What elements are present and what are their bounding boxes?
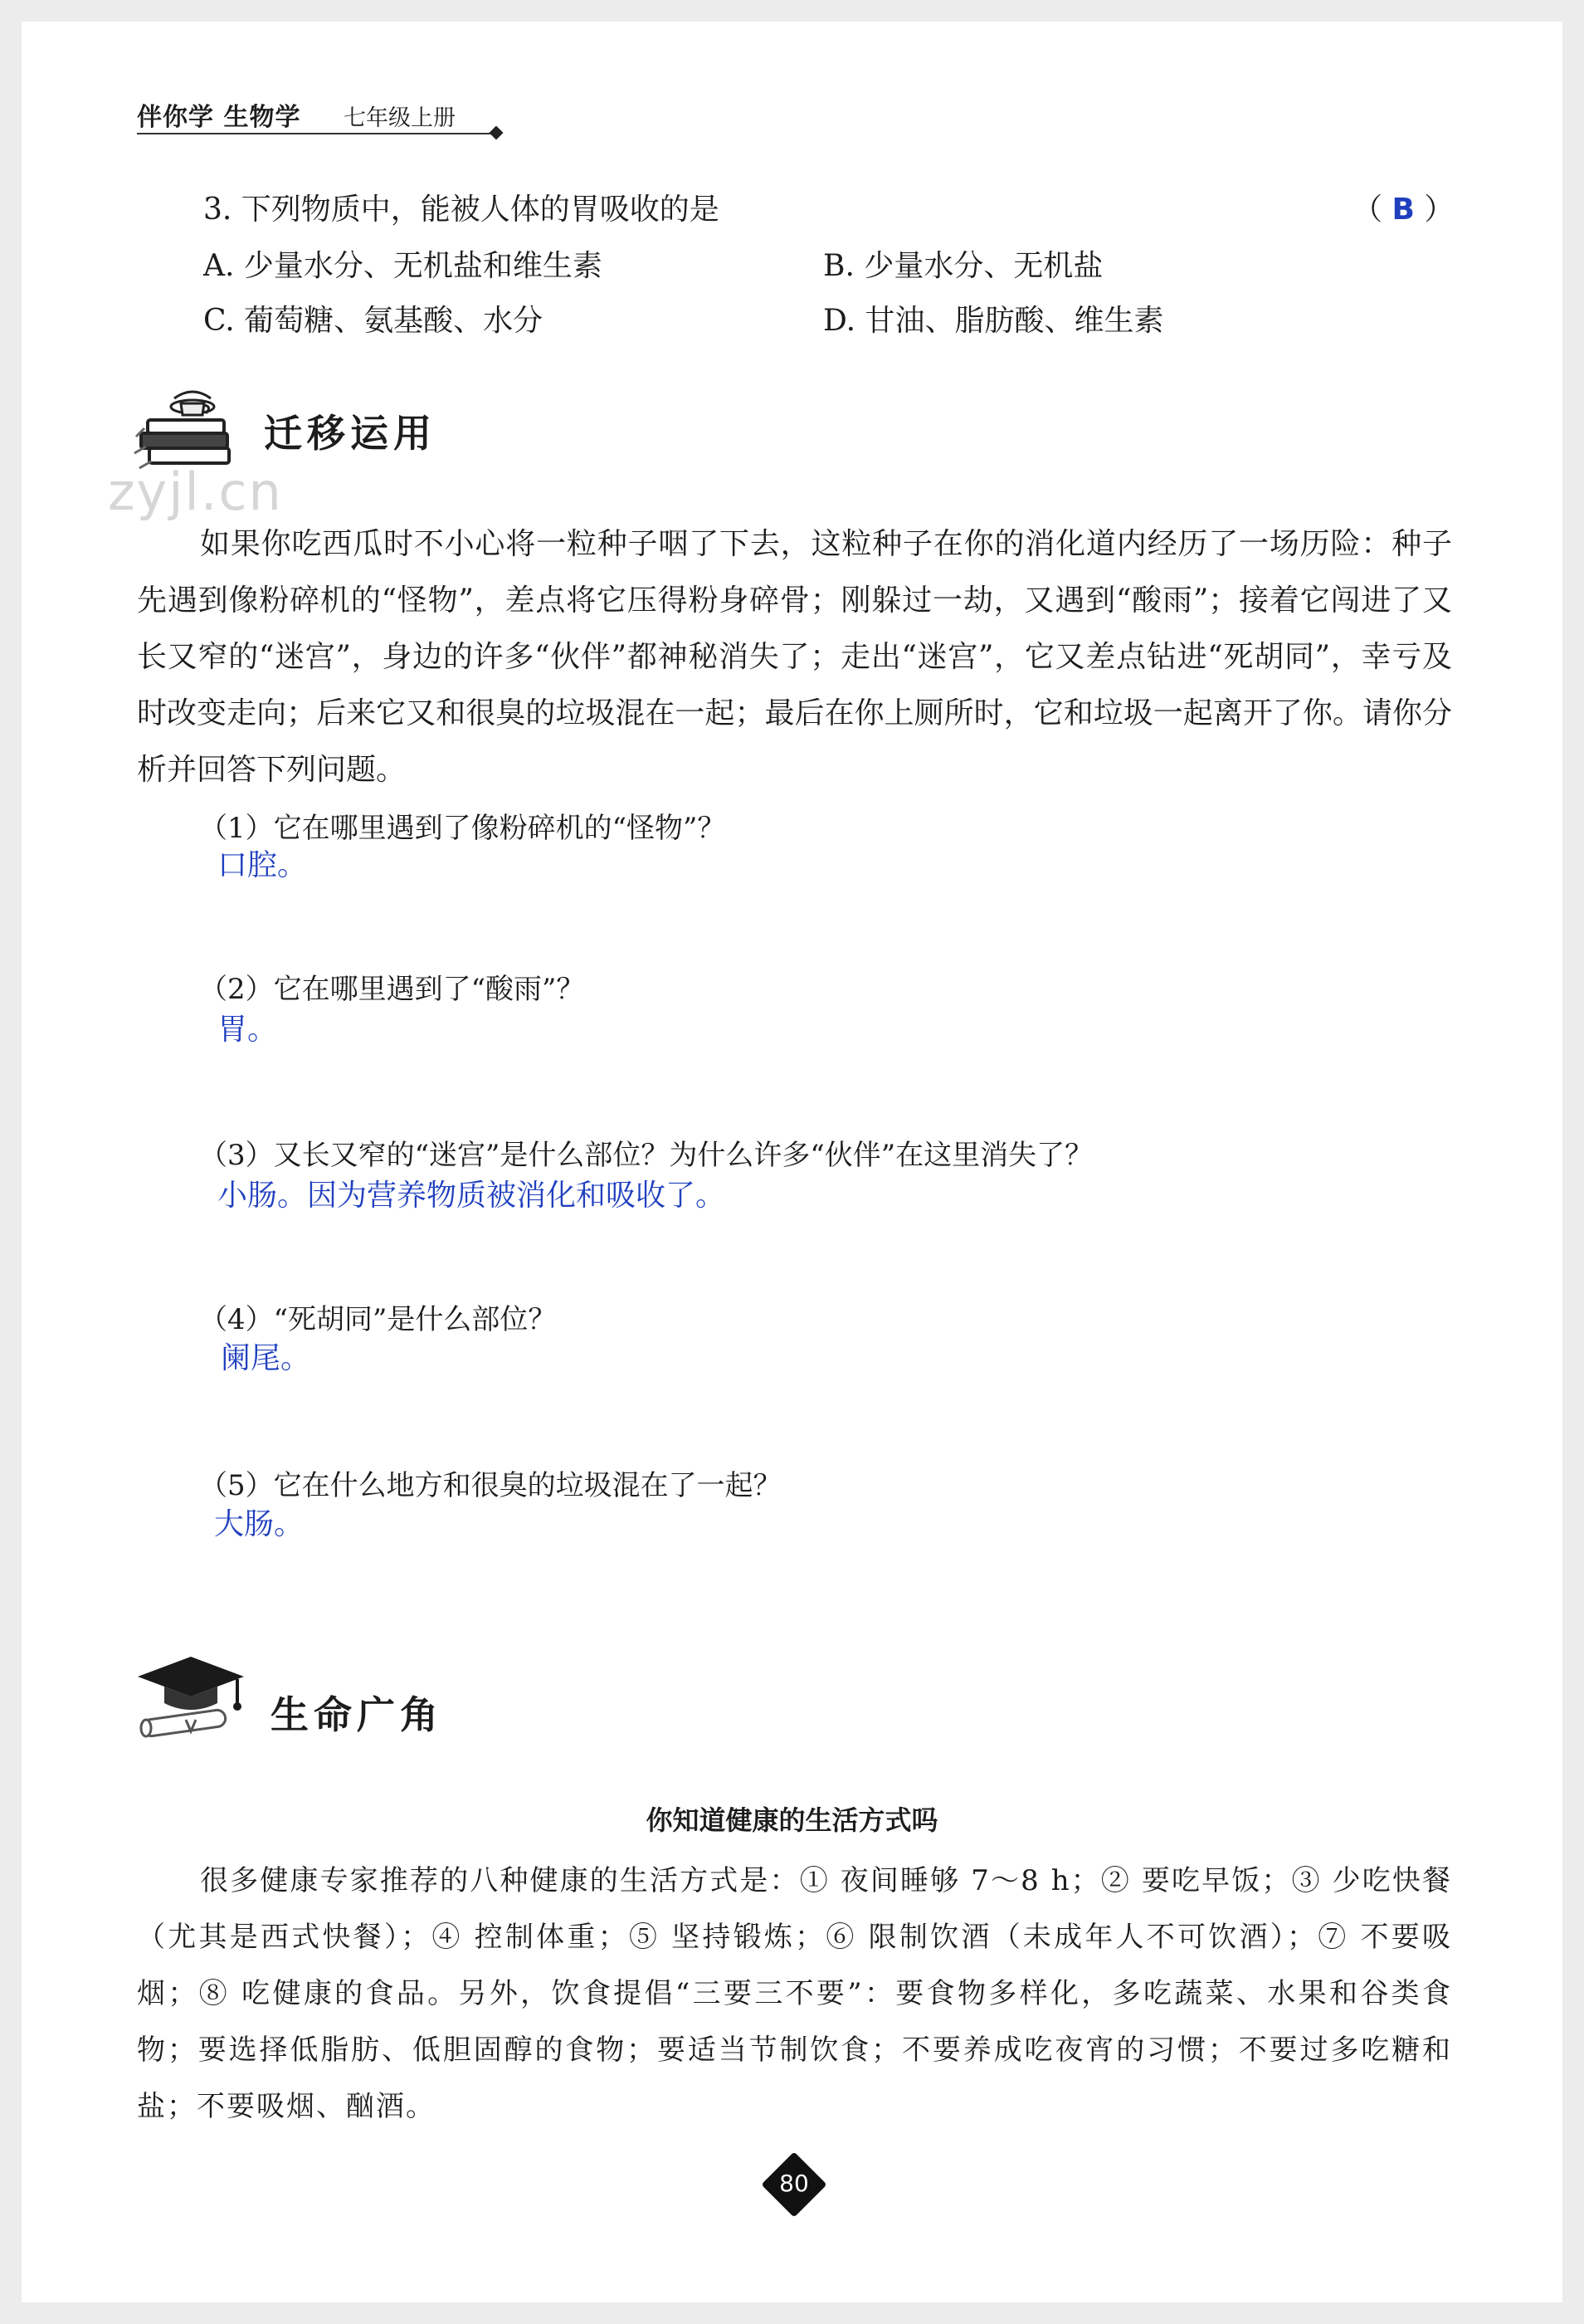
option-a: A. 少量水分、无机盐和维生素 [203, 249, 602, 283]
sub-answer-1: 口腔。 [217, 848, 308, 882]
sub-answer-2: 胃。 [217, 1013, 278, 1047]
sub-question-4: （4）“死胡同”是什么部位？ [199, 1303, 557, 1336]
sub-answer-5: 大肠。 [214, 1507, 305, 1541]
scenario-paragraph [137, 516, 1452, 798]
paren-close: ） [1424, 193, 1455, 227]
option-d: D. 甘油、脂肪酸、维生素 [823, 304, 1164, 338]
grade-label: 七年级上册 [344, 105, 456, 131]
graduation-cap-icon [133, 1652, 249, 1743]
answer-bracket [1352, 186, 1454, 228]
article-title: 你知道健康的生活方式吗 [646, 1804, 938, 1836]
header-rule [137, 133, 496, 134]
section-title-transfer: 迁移运用 [264, 411, 436, 456]
scenario-text: 如果你吃西瓜时不小心将一粒种子咽了下去，这粒种子在你的消化道内经历了一场历险：种子先遇到像粉碎机的“怪物”，差点将它压得粉身碎骨；刚躲过一劫，又遇到“酸雨”；接着它闯进了又长又窄的“迷宫”，身边的许多“伙伴”都神秘消失了；走出“迷宫”，它又差点钻进“死胡同”，幸亏及时改变走向；后来它又和很臭的垃圾混在一起；最后在你上厕所时，它和垃圾一起离开了你。请你分析并回答下列问题。 [137, 527, 1452, 787]
option-b: B. 少量水分、无机盐 [823, 249, 1104, 283]
sub-answer-4: 阑尾。 [221, 1341, 311, 1375]
section-title-life: 生命广角 [270, 1692, 443, 1737]
article-text: 很多健康专家推荐的八种健康的生活方式是：① 夜间睡够 7～8 h；② 要吃早饭；③ 少吃快餐（尤其是西式快餐）；④ 控制体重；⑤ 坚持锻炼；⑥ 限制饮酒（未成年人不可饮酒）；⑦ 不要吸烟；⑧ 吃健康的食品。另外，饮食提倡“三要三不要”：要食物多样化，多吃蔬菜、水果和谷类食物；要选择低脂肪、低胆固醇的食物；要适当节制饮食；不要养成吃夜宵的习惯；不要过多吃糖和盐；不要吸烟、酗酒。 [137, 1864, 1452, 2123]
sub-answer-3: 小肠。因为营养物质被消化和吸收了。 [217, 1179, 726, 1213]
book-title: 伴你学 生物学 [137, 103, 301, 132]
paren-open: （ [1352, 193, 1383, 227]
option-c: C. 葡萄糖、氨基酸、水分 [203, 304, 543, 338]
sub-question-1: （1）它在哪里遇到了像粉碎机的“怪物”？ [199, 812, 726, 845]
sub-question-2: （2）它在哪里遇到了“酸雨”？ [199, 973, 585, 1006]
article-body [137, 1853, 1452, 2135]
page-number: 80 [779, 2170, 809, 2197]
sub-question-5: （5）它在什么地方和很臭的垃圾混在了一起？ [199, 1469, 782, 1502]
answer-letter: B [1391, 193, 1415, 227]
watermark: zyjl.cn [108, 461, 283, 522]
question-3-stem: 3. 下列物质中，能被人体的胃吸收的是 [203, 193, 719, 227]
sub-question-3: （3）又长又窄的“迷宫”是什么部位？为什么许多“伙伴”在这里消失了？ [199, 1139, 1094, 1172]
